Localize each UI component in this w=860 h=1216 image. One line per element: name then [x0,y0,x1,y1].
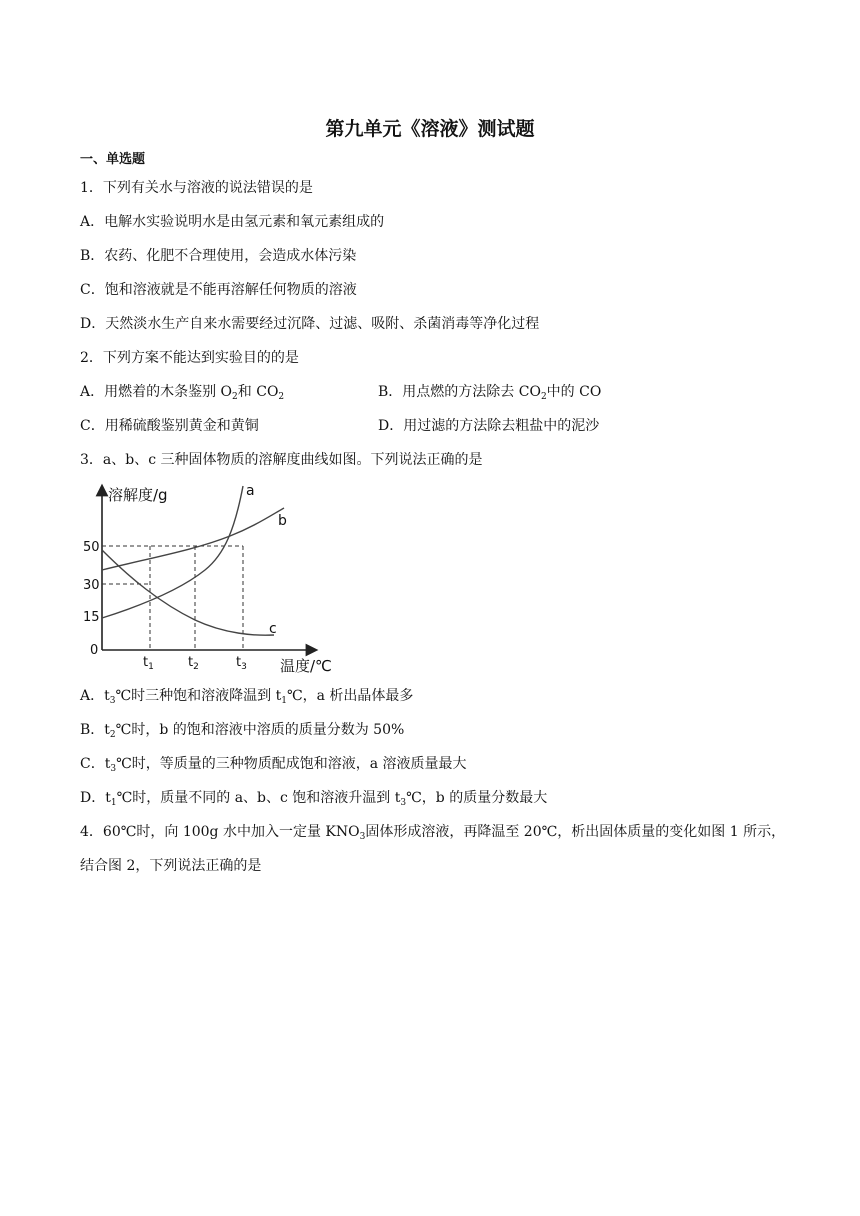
q1-option-d: D．天然淡水生产自来水需要经过沉降、过滤、吸附、杀菌消毒等净化过程 [80,316,540,332]
curve-b-label: b [278,513,287,529]
q4-stem-line2: 结合图 2，下列说法正确的是 [80,858,262,874]
curve-a-label: a [246,483,255,499]
q1-option-c: C．饱和溶液就是不能再溶解任何物质的溶液 [80,282,357,298]
x-tick-t3: $t_3$ [236,655,247,672]
solubility-curve-figure [80,478,340,678]
curve-c-label: c [269,621,277,637]
x-tick-t2: $t_2$ [188,655,199,672]
q1-stem: 1．下列有关水与溶液的说法错误的是 [80,180,313,196]
q3-option-c: C．$t_3℃$时，等质量的三种物质配成饱和溶液，a 溶液质量最大 [80,756,467,774]
curve-a [102,486,243,618]
q2-option-b: B．用点燃的方法除去 $CO_2$中的 CO [378,384,602,402]
q2-option-d: D．用过滤的方法除去粗盐中的泥沙 [378,418,600,434]
x-axis-label: 温度/℃ [280,657,332,675]
origin-label: 0 [90,643,99,658]
q2-stem: 2．下列方案不能达到实验目的的是 [80,350,299,366]
curve-c [102,550,274,635]
section-heading: 一、单选题 [80,152,146,167]
q3-option-d: D．$t_1℃$时，质量不同的 a、b、c 饱和溶液升温到 $t_3℃$，b 的质量分数最大 [80,790,548,808]
y-axis-label: 溶解度/g [108,486,168,504]
q3-option-b: B．$t_2℃$时，b 的饱和溶液中溶质的质量分数为 50% [80,722,405,740]
q3-option-a: A．$t_3℃$时三种饱和溶液降温到 $t_1℃$，a 析出晶体最多 [80,688,414,706]
y-tick-30: 30 [83,578,100,593]
y-tick-15: 15 [83,610,100,625]
x-tick-t1: $t_1$ [143,655,154,672]
curve-b [102,508,284,570]
q1-option-a: A．电解水实验说明水是由氢元素和氧元素组成的 [80,214,385,230]
y-tick-50: 50 [83,540,100,555]
q1-option-b: B．农药、化肥不合理使用，会造成水体污染 [80,248,357,264]
q4-stem-line1: 4．60℃时，向 100g 水中加入一定量 $KNO_3$固体形成溶液，再降温至 20℃，析出固体质量的变化如图 1 所示， [80,824,786,842]
q2-option-a: A．用燃着的木条鉴别 $O_2$和 $CO_2$ [80,384,285,402]
page-title: 第九单元《溶液》测试题 [325,118,535,140]
q2-option-c: C．用稀硫酸鉴别黄金和黄铜 [80,418,259,434]
q3-stem: 3．a、b、c 三种固体物质的溶解度曲线如图。下列说法正确的是 [80,452,483,468]
